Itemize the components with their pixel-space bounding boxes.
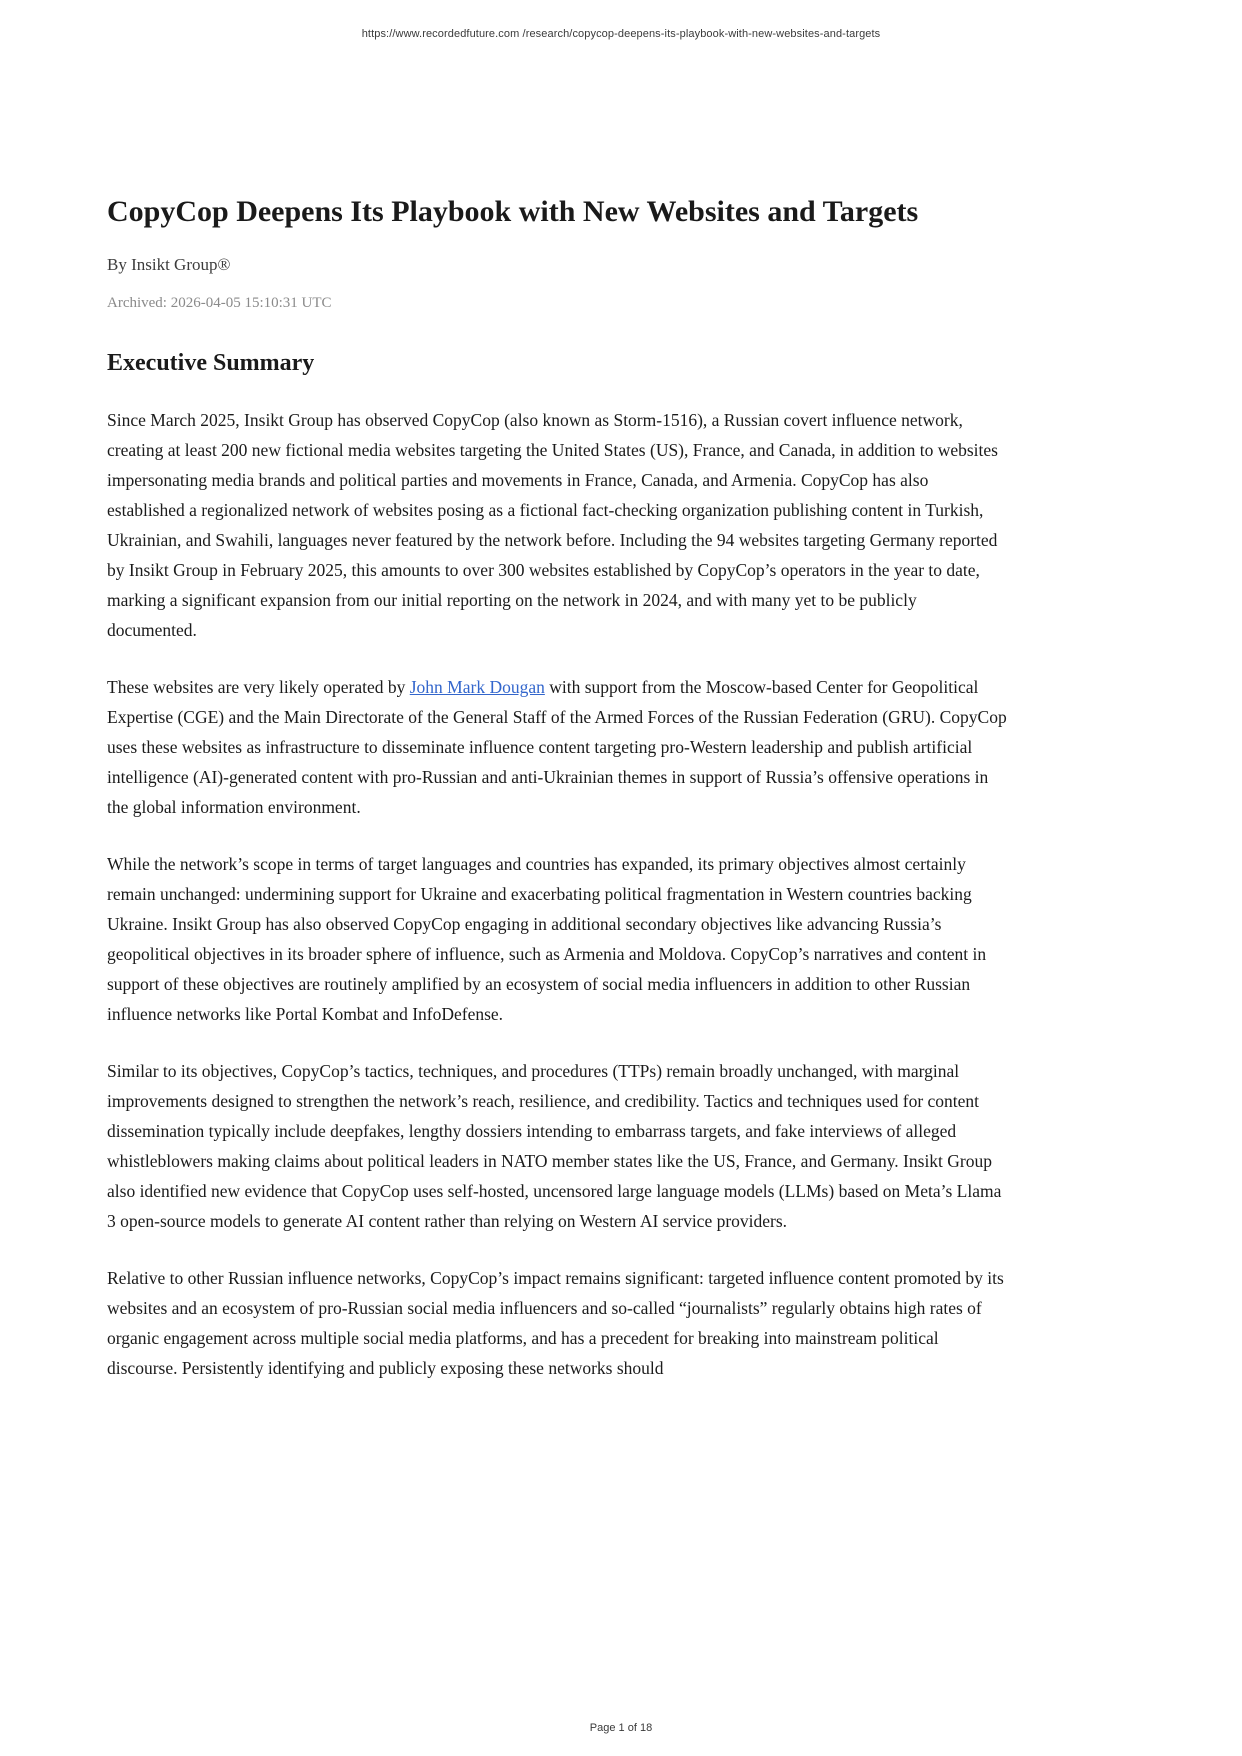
paragraph-4: Similar to its objectives, CopyCop’s tactics, techniques, and procedures (TTPs) remain broadly unchanged, with marginal improvements designed to strengthen the network’s reach, resilience, and credibility. Tactics and techniques used for content dissemination typically include deepfakes, lengthy dossiers intending to embarrass targets, and fake interviews of alleged whistleblowers making claims about political leaders in NATO member states like the US, France, and Germany. Insikt Group also identified new evidence that CopyCop uses self-hosted, uncensored large language models (LLMs) based on Meta’s Llama 3 open-source models to generate AI content rather than relying on Western AI service providers.	[107, 1061, 1002, 1231]
paragraph-1: Since March 2025, Insikt Group has observed CopyCop (also known as Storm-1516), a Russian covert influence network, creating at least 200 new fictional media websites targeting the United States (US), France, and Canada, in addition to websites impersonating media brands and political parties and movements in France, Canada, and Armenia. CopyCop has also established a regionalized network of websites posing as a fictional fact-checking organization publishing content in Turkish, Ukrainian, and Swahili, languages never featured by the network before. Including the 94 websites targeting Germany reported by Insikt Group in February 2025, this amounts to over 300 websites established by CopyCop’s operators in the year to date, marking a significant expansion from our initial reporting on the network in 2024, and with many yet to be publicly documented.	[107, 410, 998, 640]
article-byline: By Insikt Group®	[107, 255, 231, 274]
paragraph-5: Relative to other Russian influence networks, CopyCop’s impact remains significant: targeted influence content promoted by its websites and an ecosystem of pro-Russian social media influencers and so-called “journalists” regularly obtains high rates of organic engagement across multiple social media platforms, and has a precedent for breaking into mainstream political discourse. Persistently identifying and publicly exposing these networks should	[107, 1268, 1004, 1378]
page-footer: Page 1 of 18	[589, 1722, 653, 1734]
paragraph-3: While the network’s scope in terms of target languages and countries has expanded, its primary objectives almost certainly remain unchanged: undermining support for Ukraine and exacerbating political fragmentation in Western countries backing Ukraine. Insikt Group has also observed CopyCop engaging in additional secondary objectives like advancing Russia’s geopolitical objectives in its broader sphere of influence, such as Armenia and Moldova. CopyCop’s narratives and content in support of these objectives are routinely amplified by an ecosystem of social media influencers in addition to other Russian influence networks like Portal Kombat and InfoDefense.	[107, 854, 987, 1024]
paragraph-2-text-before: These websites are very likely operated by	[107, 677, 410, 697]
john-mark-dougan-link[interactable]: John Mark Dougan	[409, 677, 545, 697]
page-url-header: https://www.recordedfuture.com /research/copycop-deepens-its-playbook-with-new-websites-and-targets	[361, 28, 881, 40]
article-content	[107, 0, 1007, 1383]
archived-timestamp: Archived: 2026-04-05 15:10:31 UTC	[107, 295, 332, 311]
paragraph-2	[107, 672, 1007, 822]
article-title: CopyCop Deepens Its Playbook with New Websites and Targets	[107, 195, 919, 228]
paragraph-2-text-after: with support from the Moscow-based Center for Geopolitical Expertise (CGE) and the Main Directorate of the General Staff of the Armed Forces of the Russian Federation (GRU). CopyCop uses these websites as infrastructure to disseminate influence content targeting pro-Western leadership and publish artificial intelligence (AI)-generated content with pro-Russian and anti-Ukrainian themes in support of Russia’s offensive operations in the global information environment.	[107, 677, 1007, 817]
section-heading-executive-summary: Executive Summary	[107, 350, 315, 376]
